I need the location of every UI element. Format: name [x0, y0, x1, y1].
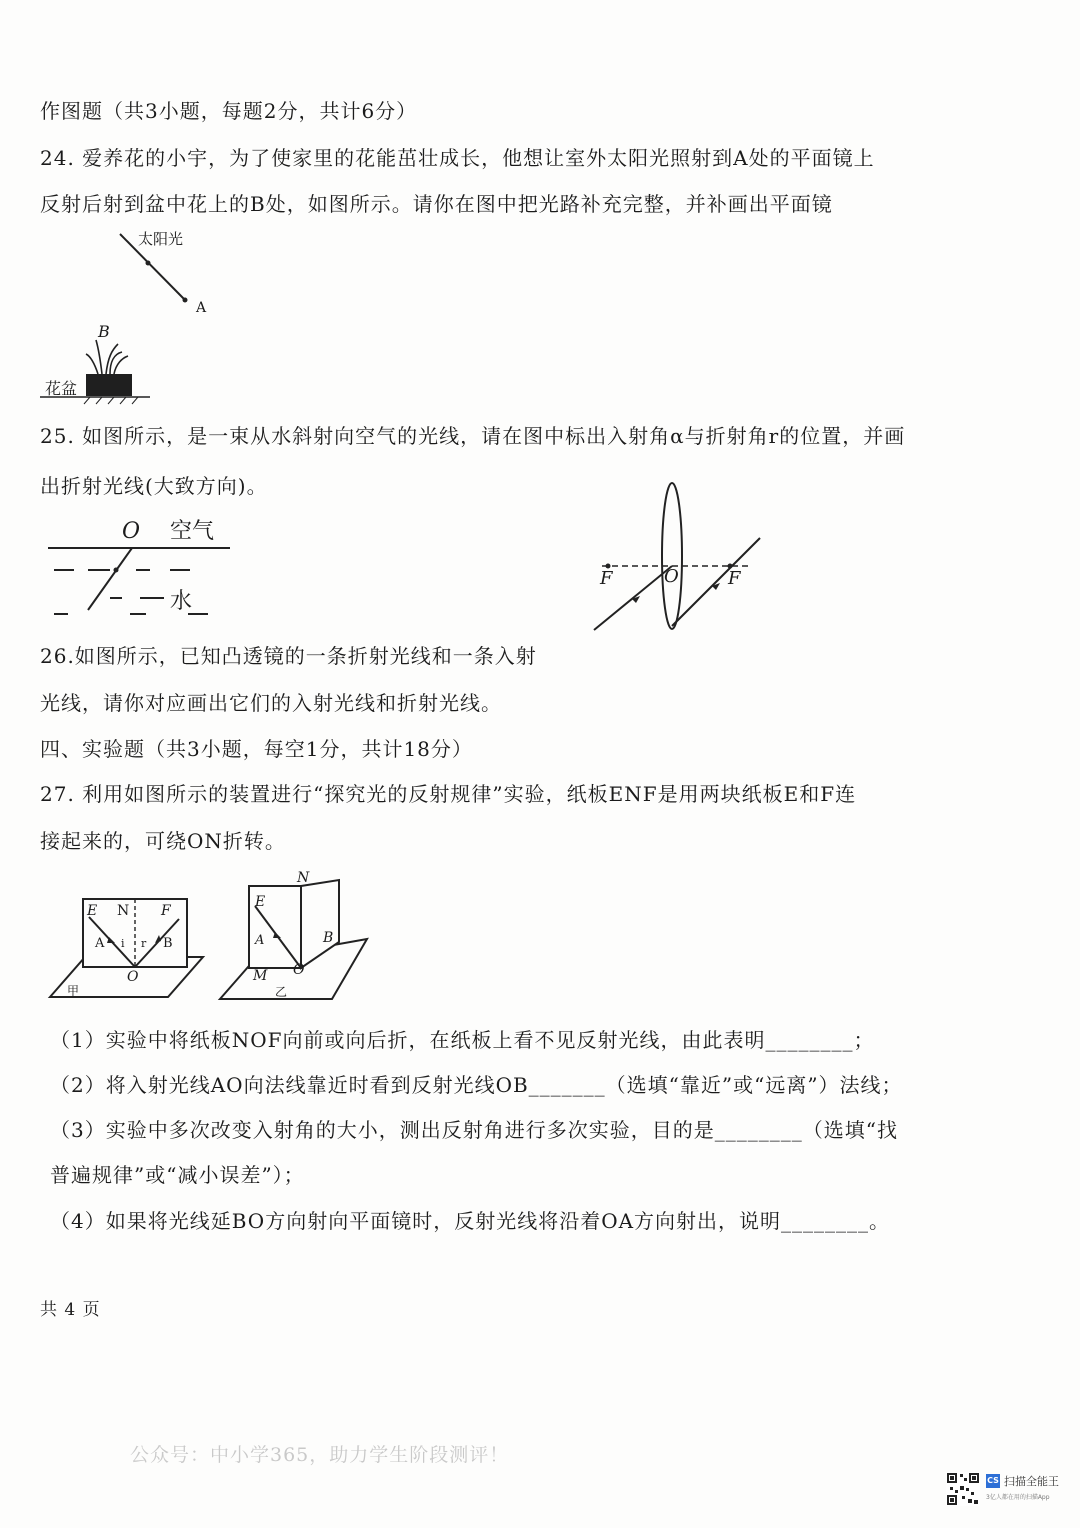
point-o-label: O	[127, 969, 139, 985]
point-o-label: O	[122, 519, 141, 544]
question-27-sub-4: （4）如果将光线延BO方向射向平面镜时，反射光线将沿着OA方向射出，说明________。	[50, 1209, 891, 1233]
air-label: 空气	[170, 519, 215, 544]
scanner-logo-icon: CS	[986, 1474, 1000, 1488]
incidence-angle-label: i	[121, 937, 125, 950]
figure-27-b-caption: 乙	[275, 985, 288, 999]
section3-heading: 作图题（共3小题，每题2分，共计6分）	[40, 99, 418, 123]
scanner-brand-name: 扫描全能王	[1004, 1475, 1059, 1488]
question-24-line-2: 反射后射到盆中花上的B处，如图所示。请你在图中把光路补充完整，并补画出平面镜	[40, 192, 833, 216]
figure-24	[40, 222, 260, 412]
point-b-label: B	[98, 322, 110, 341]
figure-27-a	[45, 885, 210, 1005]
question-25-line-2: 出折射光线(大致方向)。	[40, 474, 268, 498]
normal-n-label: N	[297, 870, 310, 886]
figure-27-a-caption: 甲	[67, 984, 80, 998]
board-e-label: E	[255, 894, 266, 910]
page-count-footer: 共 4 页	[40, 1300, 101, 1320]
question-27-sub-3a: （3）实验中多次改变入射角的大小，测出反射角进行多次实验，目的是________（选填“找	[50, 1118, 898, 1142]
question-27-sub-2: （2）将入射光线AO向法线靠近时看到反射光线OB_______（选填“靠近”或“远离”）法线；	[50, 1073, 903, 1097]
water-label: 水	[170, 589, 193, 614]
mirror-m-label: M	[253, 968, 268, 984]
flower-pot-label: 花盆	[45, 379, 78, 398]
sunlight-label: 太阳光	[138, 230, 184, 248]
optical-center-label: O	[664, 566, 679, 587]
focus-right-label: F	[728, 568, 741, 589]
normal-n-label: N	[117, 903, 130, 919]
question-24-line-1: 24. 爱养花的小宇，为了使家里的花能茁壮成长，他想让室外太阳光照射到A处的平面镜上	[40, 146, 875, 170]
board-f-label: F	[161, 903, 171, 919]
question-27-line-2: 接起来的，可绕ON折转。	[40, 829, 286, 853]
ray-a-label: A	[255, 933, 265, 948]
board-e-label: E	[87, 903, 98, 919]
ray-a-label: A	[95, 936, 105, 951]
point-a-label: A	[196, 300, 207, 316]
question-26-line-1: 26.如图所示，已知凸透镜的一条折射光线和一条入射	[40, 644, 537, 668]
ray-b-label: B	[323, 930, 334, 946]
ray-b-label: B	[163, 936, 173, 951]
scanner-brand	[942, 1470, 1062, 1510]
question-27-sub-1: （1）实验中将纸板NOF向前或向后折，在纸板上看不见反射光线，由此表明________；	[50, 1028, 875, 1052]
watermark-text: 公众号：中小学365，助力学生阶段测评！	[130, 1444, 510, 1466]
scanner-brand-tagline: 3亿人都在用的扫描App	[986, 1494, 1050, 1501]
section4-heading: 四、实验题（共3小题，每空1分，共计18分）	[40, 737, 473, 761]
question-27-line-1: 27. 利用如图所示的装置进行“探究光的反射规律”实验，纸板ENF是用两块纸板E和F连	[40, 782, 857, 806]
question-26-line-2: 光线，请你对应画出它们的入射光线和折射光线。	[40, 691, 502, 715]
reflection-angle-label: r	[141, 937, 147, 950]
figure-26	[590, 480, 780, 640]
point-o-label: O	[293, 962, 305, 978]
focus-left-label: F	[600, 568, 613, 589]
question-25-line-1: 25. 如图所示，是一束从水斜射向空气的光线，请在图中标出入射角α与折射角r的位置，并画	[40, 424, 906, 448]
figure-25	[40, 510, 260, 625]
question-27-sub-3b: 普遍规律”或“减小误差”）；	[50, 1163, 305, 1187]
qr-code-icon	[946, 1472, 980, 1506]
figure-27-b	[215, 862, 375, 1007]
